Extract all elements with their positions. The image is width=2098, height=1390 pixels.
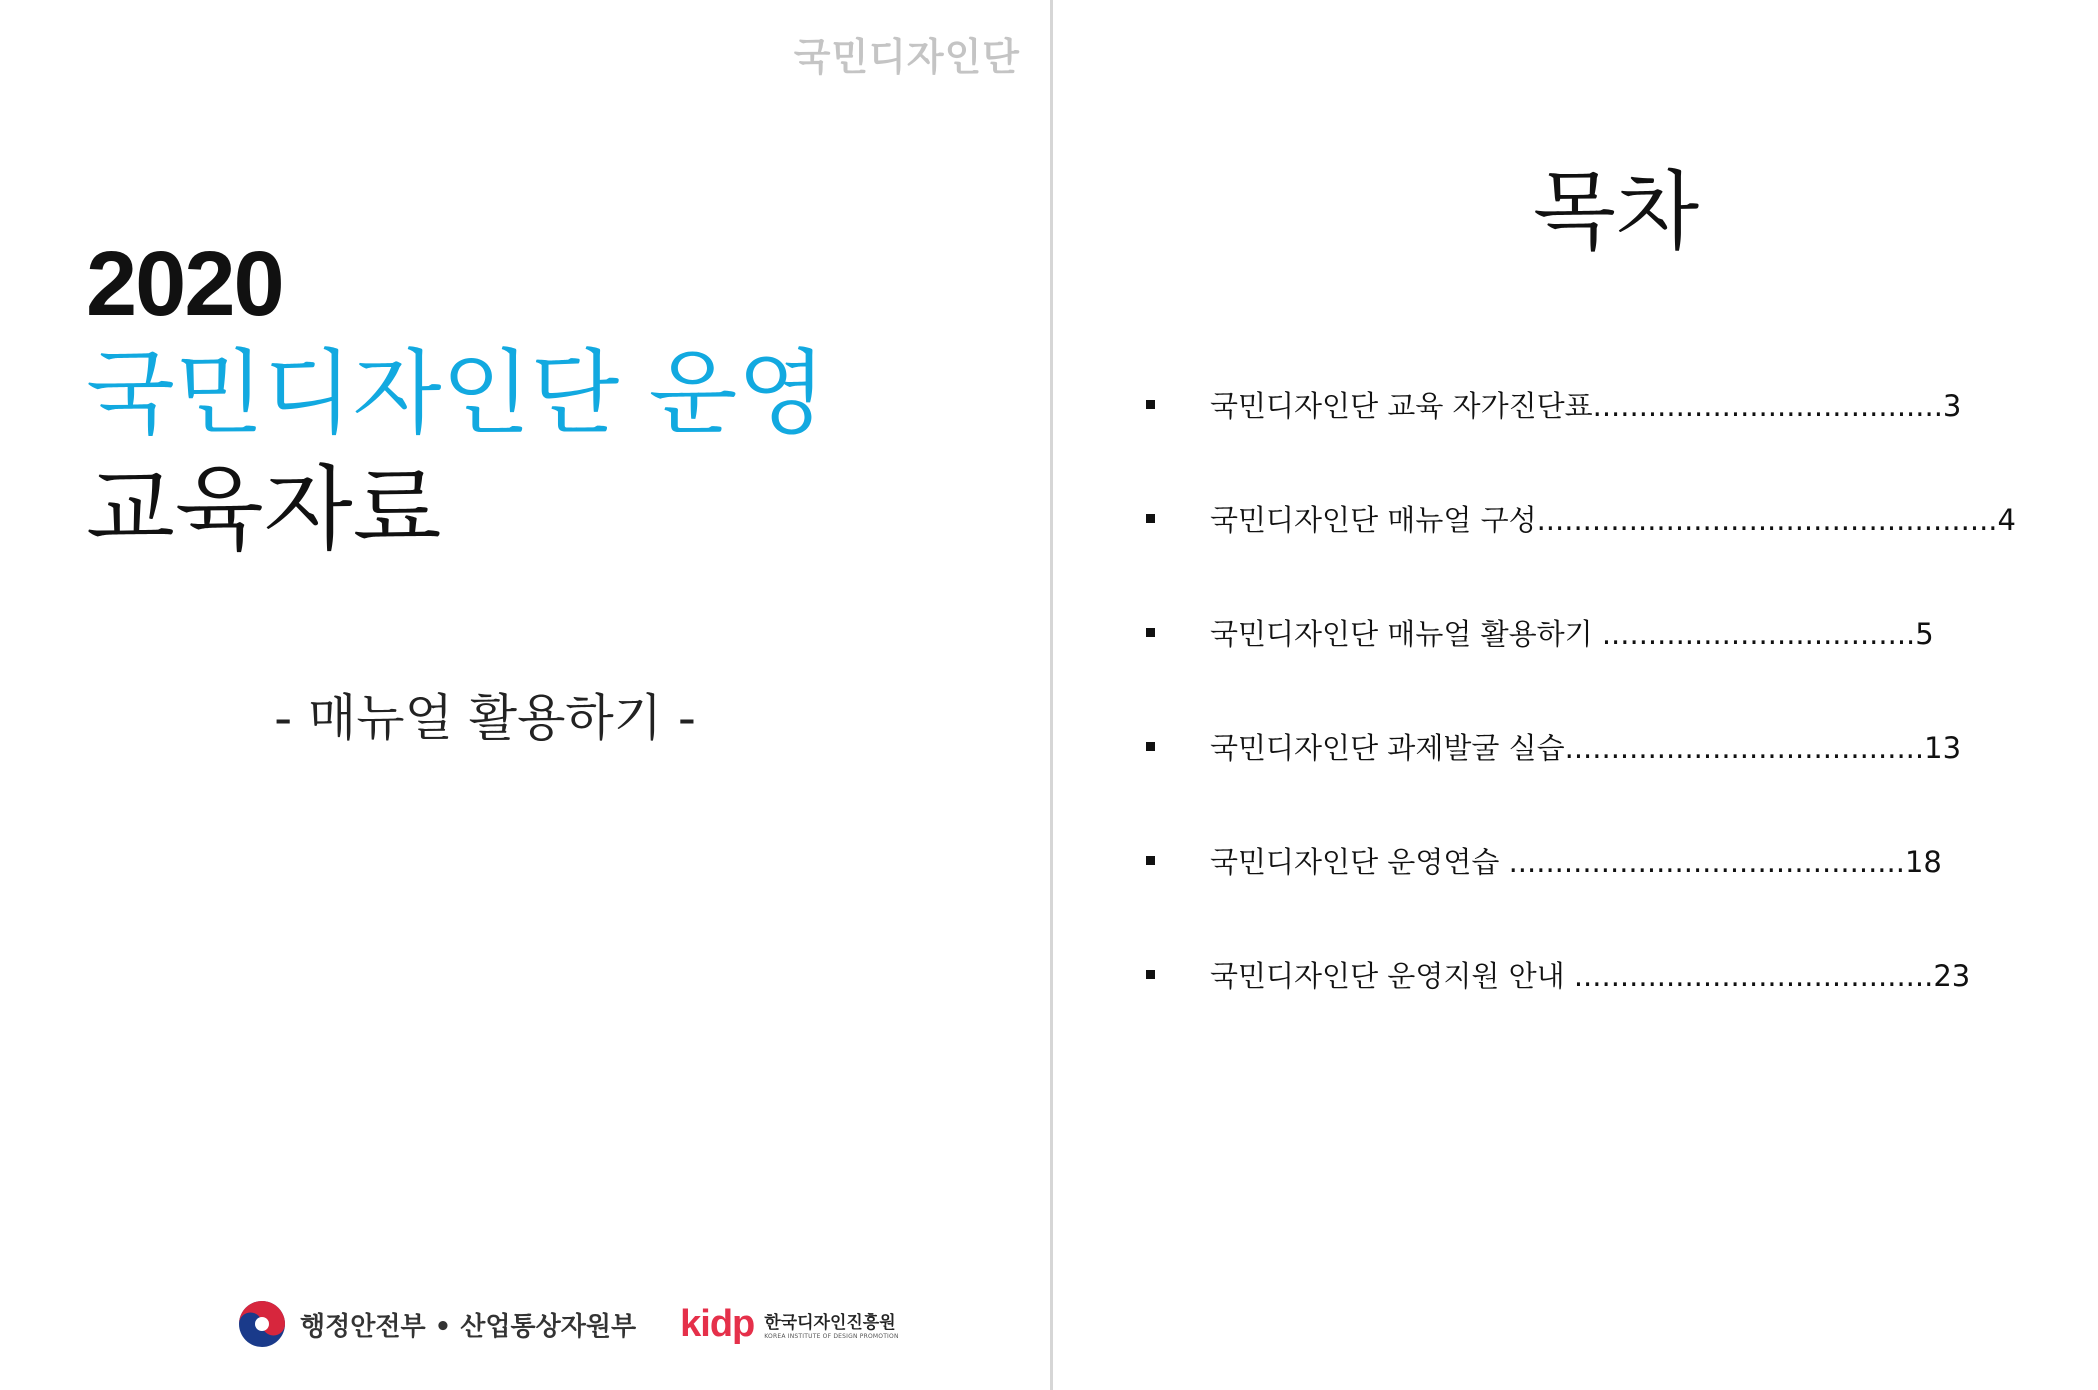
- toc-item[interactable]: [1054, 374, 2098, 434]
- toc-title: 목차: [1532, 162, 1700, 262]
- title-line-2: 교육자료: [86, 456, 442, 563]
- title-line-1: 국민디자인단 운영: [86, 340, 827, 447]
- toc-item-label: 국민디자인단 운영연습 ...........................................18: [1210, 844, 1942, 879]
- toc-item[interactable]: [1054, 944, 2098, 1004]
- kidp-name-kr: 한국디자인진흥원: [764, 1313, 896, 1333]
- gov-emblem-icon: [238, 1300, 286, 1348]
- bullet-icon: [1146, 856, 1155, 865]
- footer-logos: [238, 1300, 899, 1348]
- toc-item-label: 국민디자인단 운영지원 안내 .......................................23: [1210, 958, 1971, 993]
- toc-item-label: 국민디자인단 교육 자가진단표......................................3: [1210, 388, 1962, 423]
- toc-item-label: 국민디자인단 매뉴얼 구성..................................................4: [1210, 502, 2016, 537]
- bullet-icon: [1146, 400, 1155, 409]
- kidp-name: [764, 1308, 898, 1340]
- gov-ministries-label: 행정안전부 • 산업통상자원부: [300, 1311, 637, 1342]
- bullet-icon: [1146, 970, 1155, 979]
- toc-item[interactable]: [1054, 488, 2098, 548]
- toc-item[interactable]: [1054, 716, 2098, 776]
- toc-item-label: 국민디자인단 매뉴얼 활용하기 ..................................5: [1210, 616, 1934, 651]
- toc-item-label: 국민디자인단 과제발굴 실습.......................................13: [1210, 730, 1962, 765]
- header-logo: 국민디자인단: [793, 35, 1020, 79]
- bullet-icon: [1146, 628, 1155, 637]
- toc-item[interactable]: [1054, 602, 2098, 662]
- bullet-icon: [1146, 514, 1155, 523]
- title-block: [86, 232, 826, 568]
- bullet-icon: [1146, 742, 1155, 751]
- page-divider: [1050, 0, 1053, 1390]
- title-year: 2020: [86, 233, 283, 335]
- kidp-name-en: KOREA INSTITUTE OF DESIGN PROMOTION: [764, 1333, 899, 1340]
- subtitle: - 매뉴얼 활용하기 -: [274, 689, 696, 747]
- toc-page: [1054, 0, 2098, 1390]
- toc-item[interactable]: [1054, 830, 2098, 890]
- kidp-logo: kidp: [680, 1302, 755, 1345]
